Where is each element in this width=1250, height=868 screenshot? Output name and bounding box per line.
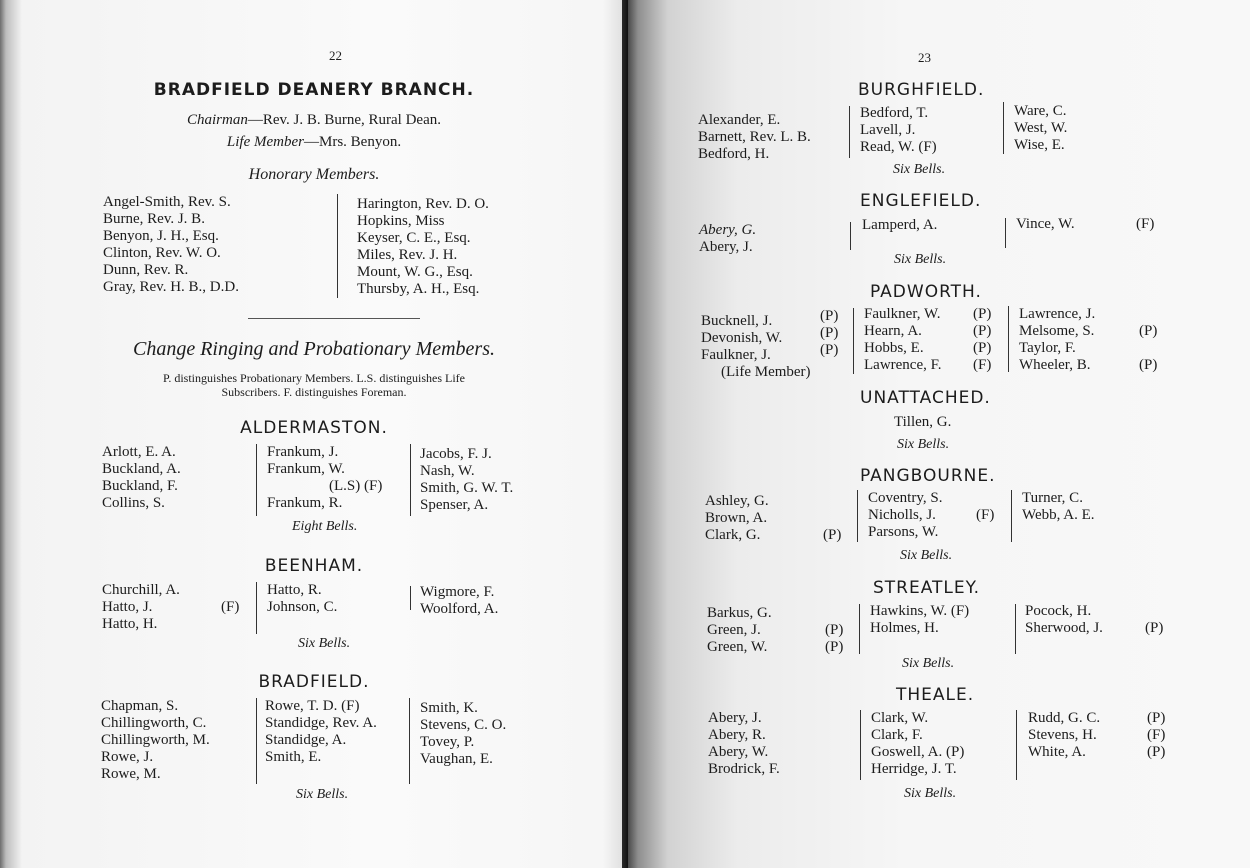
member-mark: (F) bbox=[973, 357, 992, 373]
member-name: Sherwood, J. bbox=[1025, 620, 1103, 636]
burghfield-col-1 bbox=[698, 112, 811, 163]
theale-col-3-marks bbox=[1147, 710, 1165, 761]
section-heading-unattached: UNATTACHED. bbox=[860, 388, 991, 408]
member-name: Herridge, J. T. bbox=[871, 761, 957, 777]
member-name: (L.S) (F) bbox=[329, 478, 383, 494]
member-name: Lawrence, F. bbox=[864, 357, 942, 373]
member-name: Clark, F. bbox=[871, 727, 923, 743]
bells-unattached: Six Bells. bbox=[897, 437, 950, 452]
member-name: Rudd, G. C. bbox=[1028, 710, 1101, 726]
legend-note-2: Subscribers. F. distinguishes Foreman. bbox=[221, 385, 407, 399]
member-mark bbox=[1139, 306, 1157, 323]
bells-englefield: Six Bells. bbox=[894, 252, 947, 267]
member-name: Faulkner, J. bbox=[701, 347, 771, 363]
column-divider bbox=[337, 194, 338, 298]
chairman-line bbox=[0, 112, 628, 129]
member-name: Barkus, G. bbox=[707, 605, 772, 621]
member-mark bbox=[823, 510, 841, 527]
column-divider bbox=[410, 444, 411, 516]
column-divider bbox=[1015, 604, 1016, 654]
member-mark: (P) bbox=[1139, 357, 1158, 373]
member-mark bbox=[820, 359, 838, 376]
member-name: Buckland, F. bbox=[102, 478, 178, 494]
member-name: Taylor, F. bbox=[1019, 340, 1076, 356]
member-mark: (P) bbox=[1147, 744, 1166, 760]
honorary-heading: Honorary Members. bbox=[248, 166, 380, 183]
pangbourne-col-3 bbox=[1022, 490, 1095, 524]
member-name: Abery, J. bbox=[708, 710, 762, 726]
member-name: Clark, W. bbox=[871, 710, 929, 726]
member-name: Brown, A. bbox=[705, 510, 768, 526]
section-rule bbox=[248, 318, 420, 319]
member-name: Goswell, A. (P) bbox=[871, 744, 965, 760]
member-mark: (P) bbox=[820, 308, 839, 324]
right-page bbox=[628, 0, 1250, 868]
member-name: Hatto, H. bbox=[102, 616, 158, 632]
member-name: Smith, E. bbox=[265, 749, 322, 765]
aldermaston-col-3 bbox=[420, 446, 513, 514]
member-name: Bedford, T. bbox=[860, 105, 929, 121]
streatley-col-2 bbox=[870, 603, 969, 637]
member-name: Miles, Rev. J. H. bbox=[357, 247, 458, 263]
member-name: Holmes, H. bbox=[870, 620, 939, 636]
member-mark: (P) bbox=[1139, 323, 1158, 339]
englefield-col-3 bbox=[1016, 216, 1075, 233]
column-divider bbox=[1003, 102, 1004, 154]
beenham-col-3 bbox=[420, 584, 498, 618]
member-mark: (P) bbox=[825, 622, 844, 638]
member-mark: (P) bbox=[973, 340, 992, 356]
member-mark: (P) bbox=[973, 323, 992, 339]
member-name: Tovey, P. bbox=[420, 734, 475, 750]
member-name: West, W. bbox=[1014, 120, 1068, 136]
column-divider bbox=[409, 698, 410, 784]
honorary-list-2 bbox=[357, 196, 489, 298]
burghfield-col-2 bbox=[860, 105, 937, 156]
member-name: Wheeler, B. bbox=[1019, 357, 1091, 373]
member-mark bbox=[976, 490, 994, 507]
member-name: Abery, J. bbox=[699, 239, 753, 255]
member-mark: (F) bbox=[1147, 727, 1166, 743]
member-name: Spenser, A. bbox=[420, 497, 489, 513]
bradfield-col-2 bbox=[265, 698, 377, 766]
member-name: Woolford, A. bbox=[420, 601, 499, 617]
bells-burghfield: Six Bells. bbox=[893, 162, 946, 177]
section-heading-englefield: ENGLEFIELD. bbox=[860, 191, 982, 211]
member-name: Nash, W. bbox=[420, 463, 475, 479]
englefield-col-1 bbox=[699, 222, 756, 256]
member-name: Ware, C. bbox=[1014, 103, 1067, 119]
padworth-col-1-marks bbox=[820, 308, 838, 376]
member-name: Nicholls, J. bbox=[868, 507, 936, 523]
column-divider bbox=[857, 490, 858, 542]
bells-bradfield: Six Bells. bbox=[296, 787, 349, 802]
member-mark bbox=[823, 493, 841, 510]
member-mark bbox=[1145, 603, 1163, 620]
legend-note-1: P. distinguishes Probationary Members. L.S. distinguishes Life bbox=[163, 371, 465, 385]
member-name: (Life Member) bbox=[721, 364, 811, 380]
column-divider bbox=[849, 106, 850, 158]
padworth-col-2-marks bbox=[973, 306, 991, 374]
member-mark: (F) bbox=[976, 507, 995, 523]
page-title: BRADFIELD DEANERY BRANCH. bbox=[153, 80, 475, 100]
streatley-col-1 bbox=[707, 605, 772, 656]
member-name: Benyon, J. H., Esq. bbox=[103, 228, 219, 244]
englefield-col-2 bbox=[862, 217, 937, 234]
life-member-line bbox=[0, 134, 628, 151]
bradfield-col-3 bbox=[420, 700, 506, 768]
member-mark: (P) bbox=[825, 639, 844, 655]
member-name: Hobbs, E. bbox=[864, 340, 924, 356]
column-divider bbox=[410, 586, 411, 610]
streatley-col-3-marks bbox=[1145, 603, 1163, 637]
member-name: Dunn, Rev. R. bbox=[103, 262, 189, 278]
section-heading-bradfield: BRADFIELD. bbox=[258, 672, 370, 692]
member-name: Jacobs, F. J. bbox=[420, 446, 492, 462]
column-divider bbox=[860, 710, 861, 780]
beenham-mark: (F) bbox=[221, 599, 240, 615]
column-divider bbox=[1016, 710, 1017, 780]
member-name: Coventry, S. bbox=[868, 490, 943, 506]
member-name: Brodrick, F. bbox=[708, 761, 780, 777]
member-name: Devonish, W. bbox=[701, 330, 783, 346]
member-name: Arlott, E. A. bbox=[102, 444, 176, 460]
member-name: Frankum, J. bbox=[267, 444, 339, 460]
pangbourne-col-1 bbox=[705, 493, 769, 544]
member-mark bbox=[825, 605, 843, 622]
englefield-mark: (F) bbox=[1136, 216, 1155, 232]
member-name: Hopkins, Miss bbox=[357, 213, 445, 229]
member-name: Abery, G. bbox=[699, 222, 757, 238]
member-mark: (P) bbox=[1145, 620, 1164, 636]
section-heading-theale: THEALE. bbox=[896, 685, 975, 705]
member-name: Clark, G. bbox=[705, 527, 761, 543]
pangbourne-col-1-marks bbox=[823, 493, 841, 544]
beenham-col-2 bbox=[267, 582, 337, 616]
member-name: Mount, W. G., Esq. bbox=[357, 264, 473, 280]
beenham-col-1 bbox=[102, 582, 180, 633]
column-divider bbox=[256, 582, 257, 634]
member-name: Rowe, J. bbox=[101, 749, 154, 765]
page-number: 23 bbox=[918, 50, 931, 65]
member-name: Ashley, G. bbox=[705, 493, 769, 509]
section-heading-pangbourne: PANGBOURNE. bbox=[860, 466, 996, 486]
column-divider bbox=[1011, 490, 1012, 542]
member-name: Stevens, H. bbox=[1028, 727, 1097, 743]
member-name: Lavell, J. bbox=[860, 122, 916, 138]
member-name: Faulkner, W. bbox=[864, 306, 941, 322]
member-name: Chillingworth, C. bbox=[101, 715, 207, 731]
member-name: Pocock, H. bbox=[1025, 603, 1092, 619]
chairman-text: —Rev. J. B. Burne, Rural Dean. bbox=[247, 112, 441, 128]
page-number: 22 bbox=[329, 48, 342, 63]
padworth-col-2 bbox=[864, 306, 942, 374]
member-name: Rowe, M. bbox=[101, 766, 161, 782]
member-name: Hearn, A. bbox=[864, 323, 922, 339]
theale-col-3 bbox=[1028, 710, 1100, 761]
burghfield-col-3 bbox=[1014, 103, 1067, 154]
bells-theale: Six Bells. bbox=[904, 786, 957, 801]
member-name: Green, W. bbox=[707, 639, 768, 655]
member-mark: (P) bbox=[820, 325, 839, 341]
member-name: Standidge, A. bbox=[265, 732, 347, 748]
bells-pangbourne: Six Bells. bbox=[900, 548, 953, 563]
section-heading-burghfield: BURGHFIELD. bbox=[858, 80, 985, 100]
member-name: Keyser, C. E., Esq. bbox=[357, 230, 471, 246]
section-heading-streatley: STREATLEY. bbox=[873, 578, 980, 598]
member-name: Clinton, Rev. W. O. bbox=[103, 245, 221, 261]
column-divider bbox=[850, 222, 851, 250]
member-name: Buckland, A. bbox=[102, 461, 181, 477]
section-heading-aldermaston: ALDERMASTON. bbox=[240, 418, 388, 438]
member-name: Rowe, T. D. (F) bbox=[265, 698, 360, 714]
member-name: Lawrence, J. bbox=[1019, 306, 1096, 322]
member-name: White, A. bbox=[1028, 744, 1086, 760]
member-name: Hatto, J. bbox=[102, 599, 153, 615]
member-name: Stevens, C. O. bbox=[420, 717, 507, 733]
member-mark: (P) bbox=[823, 527, 842, 543]
member-name: Wigmore, F. bbox=[420, 584, 495, 600]
member-name: Collins, S. bbox=[102, 495, 165, 511]
theale-col-2 bbox=[871, 710, 964, 778]
life-member-label: Life Member bbox=[226, 134, 304, 150]
member-name: Barnett, Rev. L. B. bbox=[698, 129, 811, 145]
column-divider bbox=[1005, 218, 1006, 248]
life-member-text: —Mrs. Benyon. bbox=[303, 134, 402, 150]
member-name: Webb, A. E. bbox=[1022, 507, 1095, 523]
member-mark: (P) bbox=[973, 306, 992, 322]
member-name: Harington, Rev. D. O. bbox=[357, 196, 489, 212]
member-name: Chapman, S. bbox=[101, 698, 179, 714]
member-name: Burne, Rev. J. B. bbox=[103, 211, 205, 227]
column-divider bbox=[853, 308, 854, 374]
column-divider bbox=[1008, 306, 1009, 372]
member-name: Angel-Smith, Rev. S. bbox=[103, 194, 231, 210]
pangbourne-col-2 bbox=[868, 490, 942, 541]
member-name: Abery, R. bbox=[708, 727, 766, 743]
bells-streatley: Six Bells. bbox=[902, 656, 955, 671]
member-name: Bucknell, J. bbox=[701, 313, 773, 329]
streatley-col-3 bbox=[1025, 603, 1103, 637]
padworth-col-3 bbox=[1019, 306, 1095, 374]
member-name: Wise, E. bbox=[1014, 137, 1065, 153]
chairman-label: Chairman bbox=[186, 112, 248, 128]
member-name: Hatto, R. bbox=[267, 582, 322, 598]
member-name: Thursby, A. H., Esq. bbox=[357, 281, 480, 297]
section-heading-beenham: BEENHAM. bbox=[264, 556, 364, 576]
pangbourne-col-2-marks bbox=[976, 490, 994, 541]
member-mark: (P) bbox=[820, 342, 839, 358]
member-name: Churchill, A. bbox=[102, 582, 180, 598]
member-name: Vince, W. bbox=[1016, 216, 1075, 232]
padworth-col-3-marks bbox=[1139, 306, 1157, 374]
column-divider bbox=[859, 604, 860, 654]
theale-col-1 bbox=[708, 710, 780, 778]
member-name: Hawkins, W. (F) bbox=[870, 603, 970, 619]
aldermaston-col-1 bbox=[102, 444, 181, 512]
member-name: Frankum, W. bbox=[267, 461, 345, 477]
unattached-member: Tillen, G. bbox=[894, 414, 952, 430]
member-name: Read, W. (F) bbox=[860, 139, 937, 155]
aldermaston-col-2 bbox=[267, 444, 382, 512]
member-name: Alexander, E. bbox=[698, 112, 781, 128]
member-mark: (P) bbox=[1147, 710, 1166, 726]
member-name: Chillingworth, M. bbox=[101, 732, 210, 748]
member-mark bbox=[976, 524, 994, 541]
streatley-col-1-marks bbox=[825, 605, 843, 656]
section-heading-padworth: PADWORTH. bbox=[870, 282, 982, 302]
member-name: Frankum, R. bbox=[267, 495, 343, 511]
member-name: Melsome, S. bbox=[1019, 323, 1095, 339]
honorary-list-1 bbox=[103, 194, 239, 296]
member-name: Green, J. bbox=[707, 622, 761, 638]
member-name: Turner, C. bbox=[1022, 490, 1083, 506]
member-mark bbox=[1139, 340, 1157, 357]
member-name: Parsons, W. bbox=[868, 524, 939, 540]
member-name: Vaughan, E. bbox=[420, 751, 493, 767]
bells-aldermaston: Eight Bells. bbox=[292, 519, 358, 534]
member-name: Abery, W. bbox=[708, 744, 769, 760]
member-name: Smith, K. bbox=[420, 700, 478, 716]
member-name: Lamperd, A. bbox=[862, 217, 938, 233]
member-name: Smith, G. W. T. bbox=[420, 480, 514, 496]
change-ringing-heading: Change Ringing and Probationary Members. bbox=[132, 338, 495, 360]
member-name: Johnson, C. bbox=[267, 599, 338, 615]
member-name: Standidge, Rev. A. bbox=[265, 715, 377, 731]
padworth-col-1 bbox=[701, 313, 811, 381]
column-divider bbox=[256, 444, 257, 516]
member-name: Bedford, H. bbox=[698, 146, 770, 162]
column-divider bbox=[256, 698, 257, 784]
member-name: Gray, Rev. H. B., D.D. bbox=[103, 279, 239, 295]
bradfield-col-1 bbox=[101, 698, 210, 783]
bells-beenham: Six Bells. bbox=[298, 636, 351, 651]
